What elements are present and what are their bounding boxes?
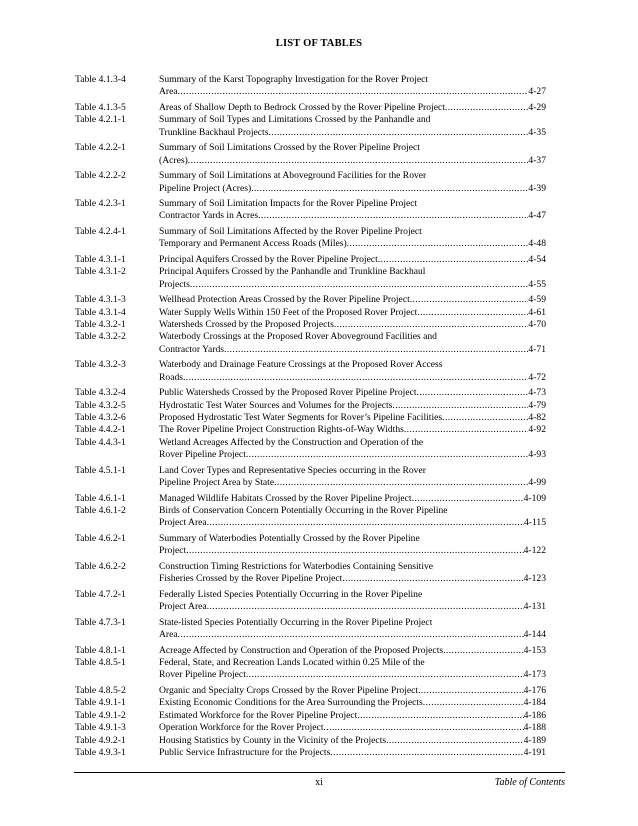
toc-entry bbox=[75, 114, 546, 139]
dot-leader bbox=[392, 400, 528, 412]
table-number: Table 4.3.1-1 bbox=[75, 253, 126, 265]
table-caption: Land Cover Types and Representative Species occurring in the Rover bbox=[159, 464, 426, 476]
table-caption: Hydrostatic Test Water Sources and Volumes for the Projects bbox=[159, 399, 393, 411]
table-number: Table 4.6.2-2 bbox=[75, 560, 126, 572]
table-number: Table 4.8.1-1 bbox=[75, 644, 126, 656]
toc-entry bbox=[75, 685, 546, 697]
table-caption: Birds of Conservation Concern Potentially Occurring in the Rover Pipeline bbox=[159, 505, 448, 517]
table-number: Table 4.2.4-1 bbox=[75, 225, 126, 237]
table-number: Table 4.1.3-5 bbox=[75, 101, 126, 113]
table-caption: Fisheries Crossed by the Rover Pipeline Project bbox=[159, 573, 343, 585]
toc-entry bbox=[75, 437, 546, 462]
table-caption: Construction Timing Restrictions for Waterbodies Containing Sensitive bbox=[159, 560, 434, 572]
table-number: Table 4.3.1-4 bbox=[75, 306, 126, 318]
page-reference: 4-131 bbox=[523, 601, 546, 613]
table-number: Table 4.8.5-2 bbox=[75, 684, 126, 696]
page-reference: 4-54 bbox=[528, 253, 546, 265]
table-caption: Summary of Soil Limitations Affected by the Rover Pipeline Project bbox=[159, 225, 422, 237]
toc-entry bbox=[75, 359, 546, 384]
toc-entry bbox=[75, 198, 546, 223]
dot-leader bbox=[417, 307, 528, 319]
table-caption: Summary of Waterbodies Potentially Crossed by the Rover Pipeline bbox=[159, 532, 420, 544]
dot-leader bbox=[258, 210, 528, 222]
dot-leader bbox=[190, 279, 528, 291]
table-number: Table 4.9.3-1 bbox=[75, 746, 126, 758]
page-reference: 4-176 bbox=[523, 684, 546, 696]
dot-leader bbox=[445, 102, 529, 114]
page-reference: 4-123 bbox=[523, 573, 546, 585]
toc-entry bbox=[75, 307, 546, 319]
table-caption: Contractor Yards bbox=[159, 343, 225, 355]
footer-rule bbox=[74, 772, 565, 773]
page-reference: 4-115 bbox=[523, 517, 546, 529]
dot-leader bbox=[188, 155, 529, 167]
toc-entry bbox=[75, 493, 546, 505]
table-caption: Summary of the Karst Topography Investigation for the Rover Project bbox=[159, 74, 429, 85]
table-caption: Trunkline Backhaul Projects bbox=[159, 126, 269, 138]
table-caption: Pipeline Project Area by State bbox=[159, 477, 275, 489]
table-number: Table 4.7.2-1 bbox=[75, 588, 126, 600]
table-caption: Wetland Acreages Affected by the Construction and Operation of the bbox=[159, 436, 424, 448]
table-caption: (Acres) bbox=[159, 154, 188, 166]
toc-entry bbox=[75, 412, 546, 424]
table-caption: Pipeline Project (Acres) bbox=[159, 182, 252, 194]
table-caption: Housing Statistics by County in the Vicinity of the Projects bbox=[159, 734, 387, 746]
dot-leader bbox=[378, 254, 529, 266]
table-caption: Project Area bbox=[159, 601, 207, 613]
table-number: Table 4.9.1-1 bbox=[75, 697, 126, 709]
table-number: Table 4.9.1-3 bbox=[75, 722, 126, 734]
dot-leader bbox=[324, 722, 524, 734]
page-reference: 4-153 bbox=[523, 644, 546, 656]
table-caption: The Rover Pipeline Project Construction Rights-of-Way Widths bbox=[159, 424, 404, 436]
table-caption: Summary of Soil Limitation Impacts for the Rover Pipeline Project bbox=[159, 198, 418, 210]
toc-entry bbox=[75, 697, 546, 709]
table-number: Table 4.2.1-1 bbox=[75, 114, 126, 126]
toc-entry bbox=[75, 102, 546, 114]
toc-entry bbox=[75, 424, 546, 436]
footer-page-number: xi bbox=[315, 777, 323, 788]
page-reference: 4-27 bbox=[528, 86, 546, 98]
dot-leader bbox=[342, 573, 523, 585]
dot-leader bbox=[330, 747, 523, 759]
table-caption: Existing Economic Conditions for the Area Surrounding the Projects bbox=[159, 697, 423, 709]
toc-entry bbox=[75, 226, 546, 251]
table-number: Table 4.3.2-3 bbox=[75, 359, 126, 371]
table-caption: Waterbody and Drainage Feature Crossings at the Proposed Rover Access bbox=[159, 359, 443, 371]
toc-entry bbox=[75, 735, 546, 747]
page-reference: 4-122 bbox=[523, 545, 546, 557]
table-caption: Operation Workforce for the Rover Project bbox=[159, 722, 324, 734]
table-caption: Principal Aquifers Crossed by the Panhandle and Trunkline Backhaul bbox=[159, 266, 426, 278]
page-reference: 4-47 bbox=[528, 210, 546, 222]
dot-leader bbox=[404, 424, 529, 436]
toc-entry bbox=[75, 722, 546, 734]
table-number: Table 4.2.3-1 bbox=[75, 198, 126, 210]
page-reference: 4-173 bbox=[523, 669, 546, 681]
toc-entry bbox=[75, 331, 546, 356]
page-reference: 4-55 bbox=[528, 278, 546, 290]
table-caption: Project Area bbox=[159, 517, 207, 529]
page-title: LIST OF TABLES bbox=[275, 38, 363, 49]
dot-leader bbox=[224, 344, 528, 356]
table-number: Table 4.1.3-4 bbox=[75, 74, 126, 85]
page-reference: 4-99 bbox=[528, 477, 546, 489]
table-number: Table 4.3.2-2 bbox=[75, 331, 126, 343]
dot-leader bbox=[410, 294, 529, 306]
table-caption: Principal Aquifers Crossed by the Rover Pipeline Project bbox=[159, 253, 378, 265]
table-number: Table 4.8.5-1 bbox=[75, 656, 126, 668]
toc-entry bbox=[75, 645, 546, 657]
table-number: Table 4.6.2-1 bbox=[75, 532, 126, 544]
page-reference: 4-92 bbox=[528, 424, 546, 436]
table-caption: Managed Wildlife Habitats Crossed by the Rover Pipeline Project bbox=[159, 492, 412, 504]
table-number: Table 4.4.2-1 bbox=[75, 424, 126, 436]
toc-entry bbox=[75, 465, 546, 490]
table-caption: Proposed Hydrostatic Test Water Segments for Rover’s Pipeline Facilities bbox=[159, 412, 443, 423]
page-reference: 4-144 bbox=[523, 629, 546, 641]
page-reference: 4-93 bbox=[528, 449, 546, 461]
table-number: Table 4.2.2-1 bbox=[75, 142, 126, 154]
table-caption: Federally Listed Species Potentially Occurring in the Rover Pipeline bbox=[159, 588, 423, 600]
page-reference: 4-70 bbox=[528, 318, 546, 330]
dot-leader bbox=[178, 86, 529, 98]
dot-leader bbox=[423, 697, 524, 709]
page-reference: 4-39 bbox=[528, 182, 546, 194]
dot-leader bbox=[251, 183, 528, 195]
table-caption: Waterbody Crossings at the Proposed Rover Aboveground Facilities and bbox=[159, 331, 437, 343]
dot-leader bbox=[442, 412, 528, 424]
page-reference: 4-37 bbox=[528, 154, 546, 166]
toc-entry bbox=[75, 747, 546, 759]
toc-entry bbox=[75, 319, 546, 331]
table-caption: Project bbox=[159, 545, 187, 557]
table-caption: Area bbox=[159, 86, 178, 98]
table-caption: Acreage Affected by Construction and Operation of the Proposed Projects bbox=[159, 644, 444, 656]
table-number: Table 4.3.1-2 bbox=[75, 266, 126, 278]
toc-entry bbox=[75, 657, 546, 682]
page-reference: 4-59 bbox=[528, 294, 546, 306]
table-caption: Contractor Yards in Acres bbox=[159, 210, 259, 222]
table-number: Table 4.6.1-2 bbox=[75, 505, 126, 517]
dot-leader bbox=[183, 372, 528, 384]
toc-entry bbox=[75, 294, 546, 306]
toc-entry bbox=[75, 617, 546, 642]
table-caption: State-listed Species Potentially Occurring in the Rover Pipeline Project bbox=[159, 616, 433, 628]
list-of-tables bbox=[75, 74, 546, 759]
dot-leader bbox=[268, 127, 528, 139]
table-caption: Water Supply Wells Within 150 Feet of the Proposed Rover Project bbox=[159, 306, 418, 318]
dot-leader bbox=[186, 545, 523, 557]
dot-leader bbox=[347, 238, 529, 250]
table-number: Table 4.6.1-1 bbox=[75, 492, 126, 504]
dot-leader bbox=[178, 629, 524, 641]
dot-leader bbox=[386, 735, 524, 747]
table-caption: Federal, State, and Recreation Lands Located within 0.25 Mile of the bbox=[159, 656, 425, 668]
page-reference: 4-186 bbox=[523, 709, 546, 721]
table-number: Table 4.3.2-5 bbox=[75, 399, 126, 411]
page-reference: 4-109 bbox=[523, 492, 546, 504]
table-number: Table 4.3.2-4 bbox=[75, 387, 126, 399]
table-caption: Summary of Soil Limitations Crossed by the Rover Pipeline Project bbox=[159, 142, 420, 154]
toc-entry bbox=[75, 561, 546, 586]
table-caption: Projects bbox=[159, 278, 190, 290]
toc-entry bbox=[75, 589, 546, 614]
dot-leader bbox=[357, 710, 523, 722]
page-reference: 4-72 bbox=[528, 371, 546, 383]
dot-leader bbox=[207, 601, 524, 613]
table-caption: Summary of Soil Types and Limitations Crossed by the Panhandle and bbox=[159, 114, 431, 126]
page-reference: 4-35 bbox=[528, 126, 546, 138]
table-caption: Rover Pipeline Project bbox=[159, 669, 246, 681]
page-reference: 4-184 bbox=[523, 697, 546, 709]
table-number: Table 4.7.3-1 bbox=[75, 616, 126, 628]
table-caption: Rover Pipeline Project bbox=[159, 449, 246, 461]
table-number: Table 4.3.2-6 bbox=[75, 412, 126, 423]
toc-entry bbox=[75, 142, 546, 167]
table-caption: Roads bbox=[159, 371, 183, 383]
table-number: Table 4.4.3-1 bbox=[75, 436, 126, 448]
page-reference: 4-61 bbox=[528, 306, 546, 318]
table-caption: Public Watersheds Crossed by the Proposed Rover Pipeline Project bbox=[159, 387, 417, 399]
dot-leader bbox=[418, 685, 524, 697]
toc-entry bbox=[75, 505, 546, 530]
page-reference: 4-71 bbox=[528, 343, 546, 355]
table-caption: Temporary and Permanent Access Roads (Miles) bbox=[159, 238, 347, 250]
toc-entry bbox=[75, 266, 546, 291]
table-number: Table 4.9.2-1 bbox=[75, 734, 126, 746]
table-caption: Public Service Infrastructure for the Projects bbox=[159, 746, 331, 758]
dot-leader bbox=[207, 517, 524, 529]
table-number: Table 4.2.2-2 bbox=[75, 170, 126, 182]
page-reference: 4-188 bbox=[523, 722, 546, 734]
table-number: Table 4.3.2-1 bbox=[75, 318, 126, 330]
dot-leader bbox=[274, 477, 528, 489]
table-number: Table 4.5.1-1 bbox=[75, 464, 126, 476]
table-caption: Watersheds Crossed by the Proposed Projects bbox=[159, 318, 334, 330]
table-number: Table 4.9.1-2 bbox=[75, 709, 126, 721]
table-caption: Estimated Workforce for the Rover Pipeline Project bbox=[159, 709, 358, 721]
table-caption: Wellhead Protection Areas Crossed by the Rover Pipeline Project bbox=[159, 294, 410, 306]
toc-entry bbox=[75, 533, 546, 558]
page-reference: 4-191 bbox=[523, 746, 546, 758]
page-reference: 4-73 bbox=[528, 387, 546, 399]
table-caption: Summary of Soil Limitations at Aboveground Facilities for the Rover bbox=[159, 170, 427, 182]
toc-entry bbox=[75, 400, 546, 412]
toc-entry bbox=[75, 170, 546, 195]
table-number: Table 4.3.1-3 bbox=[75, 294, 126, 306]
dot-leader bbox=[334, 319, 529, 331]
toc-entry bbox=[75, 710, 546, 722]
table-caption: Organic and Specialty Crops Crossed by the Rover Pipeline Project bbox=[159, 684, 419, 696]
page-reference: 4-48 bbox=[528, 238, 546, 250]
toc-entry bbox=[75, 74, 546, 99]
toc-entry bbox=[75, 254, 546, 266]
toc-entry bbox=[75, 387, 546, 399]
page-reference: 4-79 bbox=[528, 399, 546, 411]
footer-section-title: Table of Contents bbox=[494, 777, 565, 788]
page-reference: 4-29 bbox=[528, 101, 546, 113]
page-reference: 4-189 bbox=[523, 734, 546, 746]
dot-leader bbox=[412, 493, 524, 505]
dot-leader bbox=[246, 449, 529, 461]
page-reference: 4-82 bbox=[528, 412, 546, 423]
table-caption: Areas of Shallow Depth to Bedrock Crossed by the Rover Pipeline Project bbox=[159, 101, 445, 113]
dot-leader bbox=[417, 387, 529, 399]
table-caption: Area bbox=[159, 629, 178, 641]
dot-leader bbox=[246, 669, 524, 681]
dot-leader bbox=[443, 645, 524, 657]
